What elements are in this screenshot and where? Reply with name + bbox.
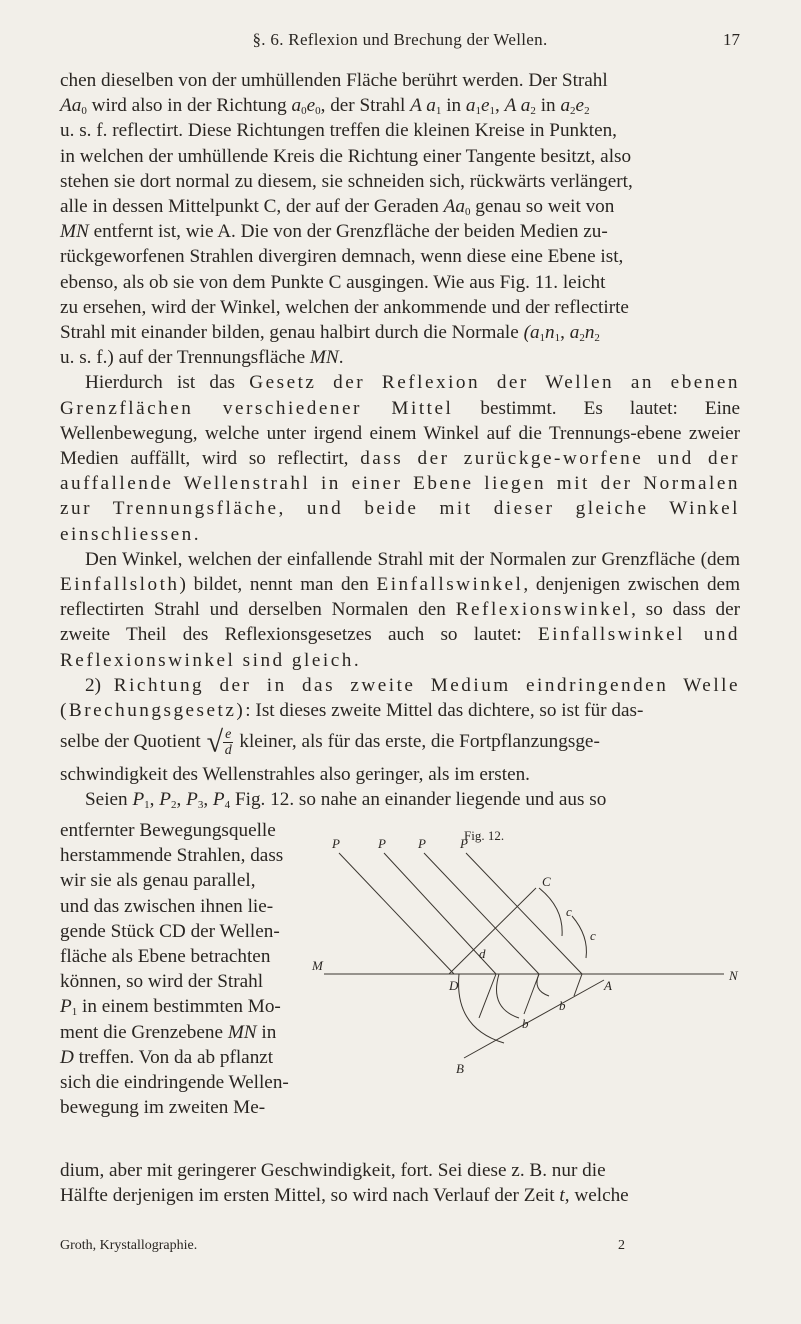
text-line: selbe der Quotient √ $\frac{e}{d}$ kleiner, als für das erste, die Fortpflanzungsge- [60,725,600,759]
svg-text:c: c [566,904,572,919]
text-line: ebenso, als ob sie von dem Punkte C ausgingen. Wie aus Fig. 11. leicht [60,271,606,293]
wavefront-cd [449,888,536,974]
wrapped-text-column: entfernter Bewegungsquelle herstammende Strahlen, dass wir sie als genau parallel, und das zwischen ihnen lie- gende Stück CD der Wellen- fläche als Ebene betrachten können, so wird der Strahl $P_1$ in einem bestimmten Mo- ment die Grenzebene MN in D treffen. Von da ab pflanzt sich die eindringende Wellen- bewegung im zweiten Me- [60,820,289,1119]
svg-text:d: d [479,946,486,961]
text-line: u. s. f. reflectirt. Diese Richtungen treffen die kleinen Kreise in Punkten, [60,120,617,142]
refracted-wavefront-ab [464,980,604,1058]
closing-lines: dium, aber mit geringerer Geschwindigkeit, fort. Sei diese z. B. nur die Hälfte derjenigen im ersten Mittel, so wird nach Verlauf der Zeit t, welche [60,1160,629,1207]
ray-p1 [339,853,454,974]
footer-source: Groth, Krystallographie. [60,1238,198,1253]
text-line: chen dieselben von der umhüllenden Fläche berührt werden. Der Strahl [60,70,608,91]
page-footer [60,1238,740,1258]
signature-mark: 2 [618,1238,625,1253]
arc-3 [537,974,549,996]
svg-text:M: M [312,958,323,973]
arc-c3 [572,916,586,958]
figure-caption: Fig. 12. [464,828,505,843]
svg-text:P: P [332,836,340,851]
arc-c2 [539,888,562,936]
text-line: stehen sie dort normal zu diesem, sie schneiden sich, rückwärts verlängert, [60,170,633,192]
text-line: schwindigkeit des Wellenstrahles also geringer, als im ersten. [60,764,530,786]
text-line: Strahl mit einander bilden, genau halbirt durch die Normale ($a_1n_1$, $a_2n_2$ [60,322,600,345]
page-header [60,30,740,56]
wrapped-paragraph [60,818,740,1198]
text-line: alle in dessen Mittelpunkt C, der auf der Geraden $Aa_0$ genau so weit von [60,196,615,219]
arc-2 [497,974,520,1018]
body-text [60,68,740,813]
svg-text:C: C [542,874,551,889]
paragraph-definitions: Den Winkel, welchen der einfallende Strahl mit der Normalen zur Grenzfläche (dem Einfallsloth) bildet, nennt man den Einfallswinkel, denjenigen zwischen dem reflectirten Strahl und derselben Normalen den Reflexionswinkel, so dass der zweite Theil des Reflexionsgesetzes auch so lautet: Einfallswinkel und Reflexionswinkel sind gleich. [60,548,741,671]
sqrt-quotient: √ $\frac{e}{d}$ [206,725,232,759]
paragraph-law: Hierdurch ist das Gesetz der Reflexion der Wellen an ebenen Grenzflächen verschiedener Mittel bestimmt. Es lautet: Eine Wellenbewegung, welche unter irgend einem Winkel auf die Trennungs-ebene zweier Medien auffällt, wird so reflectirt, dass der zurückge-worfene und der auffallende Wellenstrahl in einer Ebene liegen mit der Normalen zur Trennungsfläche, und beide mit dieser gleiche Winkel einschliessen. [60,372,741,545]
text-line: MN entfernt ist, wie A. Die von der Grenzfläche der beiden Medien zu- [60,221,608,243]
text-line: zu ersehen, wird der Winkel, welchen der ankommende und der reflectirte [60,296,629,318]
svg-text:B: B [456,1061,464,1076]
running-title: §. 6. Reflexion und Brechung der Wellen. [252,30,548,49]
svg-text:P: P [418,836,426,851]
svg-text:P: P [378,836,386,851]
text-line: $Aa_0$ wird also in der Richtung $a_0e_0$, der Strahl A $a_1$ in $a_1e_1$, A $a_2$ in $a_2e_2$ [60,95,590,118]
text-line: Seien $P_1$, $P_2$, $P_3$, $P_4$ Fig. 12. so nahe an einander liegende und aus so [85,789,607,812]
svg-text:D: D [449,978,459,993]
svg-text:b: b [522,1016,529,1031]
paragraph-refraction: 2) Richtung der in das zweite Medium eindringenden Welle (Brechungsgesetz): Ist dieses zweite Mittel das dichtere, so ist für das- [60,674,741,722]
svg-text:c: c [590,928,596,943]
page-number: 17 [723,30,740,49]
text-line: in welchen der umhüllende Kreis die Richtung einer Tangente besitzt, also [60,145,632,167]
refracted-ray-3 [524,974,539,1014]
refracted-ray-2 [479,974,496,1018]
svg-text:b: b [559,998,566,1013]
text-line: u. s. f.) auf der Trennungsfläche MN. [60,347,344,369]
svg-text:N: N [729,968,738,983]
text-line: rückgeworfenen Strahlen divergiren demnach, wenn diese eine Ebene ist, [60,246,624,268]
figure-12-refraction-diagram [304,818,740,1158]
svg-text:P: P [460,836,468,851]
svg-text:A: A [604,978,612,993]
